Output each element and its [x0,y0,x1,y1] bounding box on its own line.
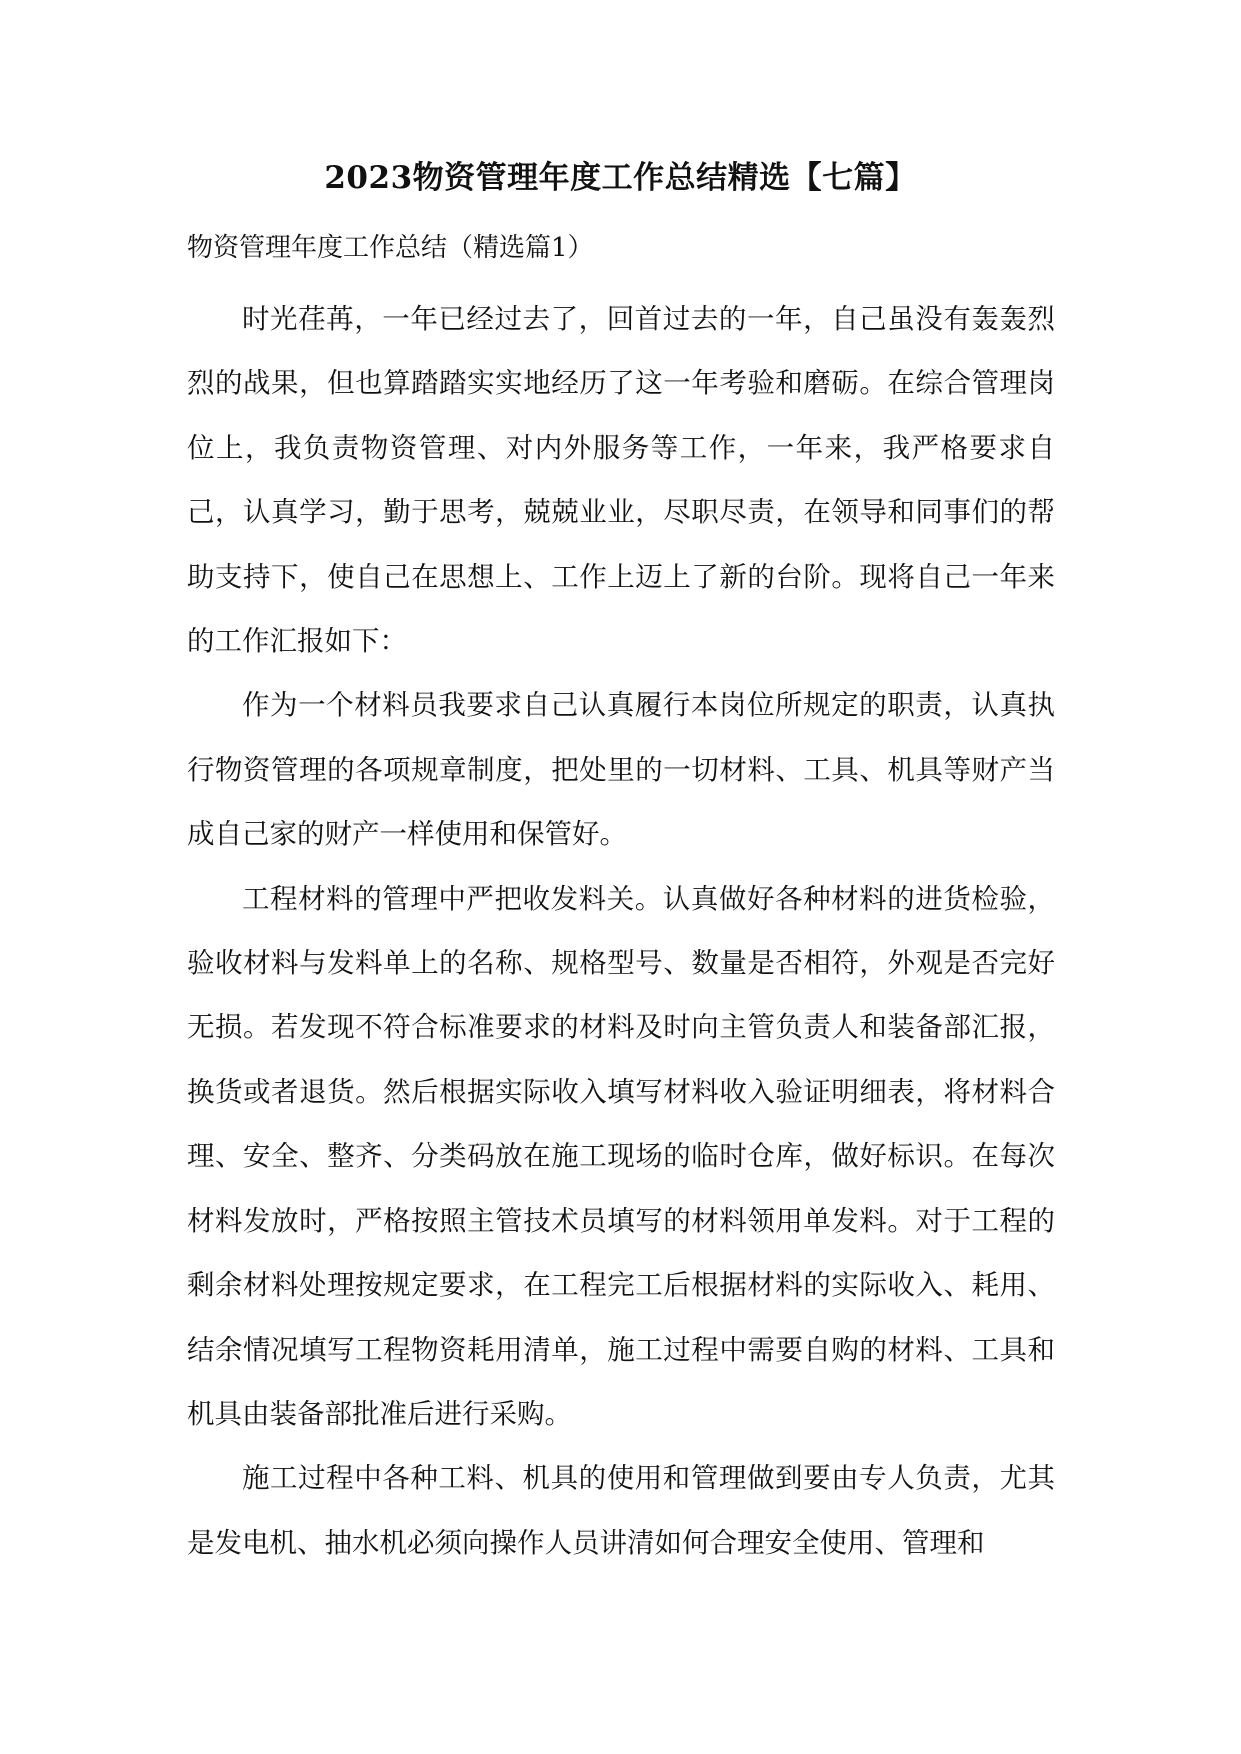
document-title: 2023物资管理年度工作总结精选【七篇】 [324,160,917,196]
paragraph: 施工过程中各种工料、机具的使用和管理做到要由专人负责，尤其是发电机、抽水机必须向操作人员讲清如何合理安全使用、管理和 [187,1462,1055,1559]
paragraph: 作为一个材料员我要求自己认真履行本岗位所规定的职责，认真执行物资管理的各项规章制度，把处里的一切材料、工具、机具等财产当成自己家的财产一样使用和保管好。 [187,689,1055,851]
document-body [187,287,1055,1575]
paragraph: 工程材料的管理中严把收发料关。认真做好各种材料的进货检验，验收材料与发料单上的名称、规格型号、数量是否相符，外观是否完好无损。若发现不符合标准要求的材料及时向主管负责人和装备部汇报，换货或者退货。然后根据实际收入填写材料收入验证明细表，将材料合理、安全、整齐、分类码放在施工现场的临时仓库，做好标识。在每次材料发放时，严格按照主管技术员填写的材料领用单发料。对于工程的剩余材料处理按规定要求，在工程完工后根据材料的实际收入、耗用、结余情况填写工程物资耗用清单，施工过程中需要自购的材料、工具和机具由装备部批准后进行采购。 [187,882,1055,1430]
section-heading: 物资管理年度工作总结（精选篇1） [187,233,594,263]
paragraph: 时光荏苒，一年已经过去了，回首过去的一年，自己虽没有轰轰烈烈的战果，但也算踏踏实实地经历了这一年考验和磨砺。在综合管理岗位上，我负责物资管理、对内外服务等工作，一年来，我严格要求自己，认真学习，勤于思考，兢兢业业，尽职尽责，在领导和同事们的帮助支持下，使自己在思想上、工作上迈上了新的台阶。现将自己一年来的工作汇报如下： [187,303,1055,658]
